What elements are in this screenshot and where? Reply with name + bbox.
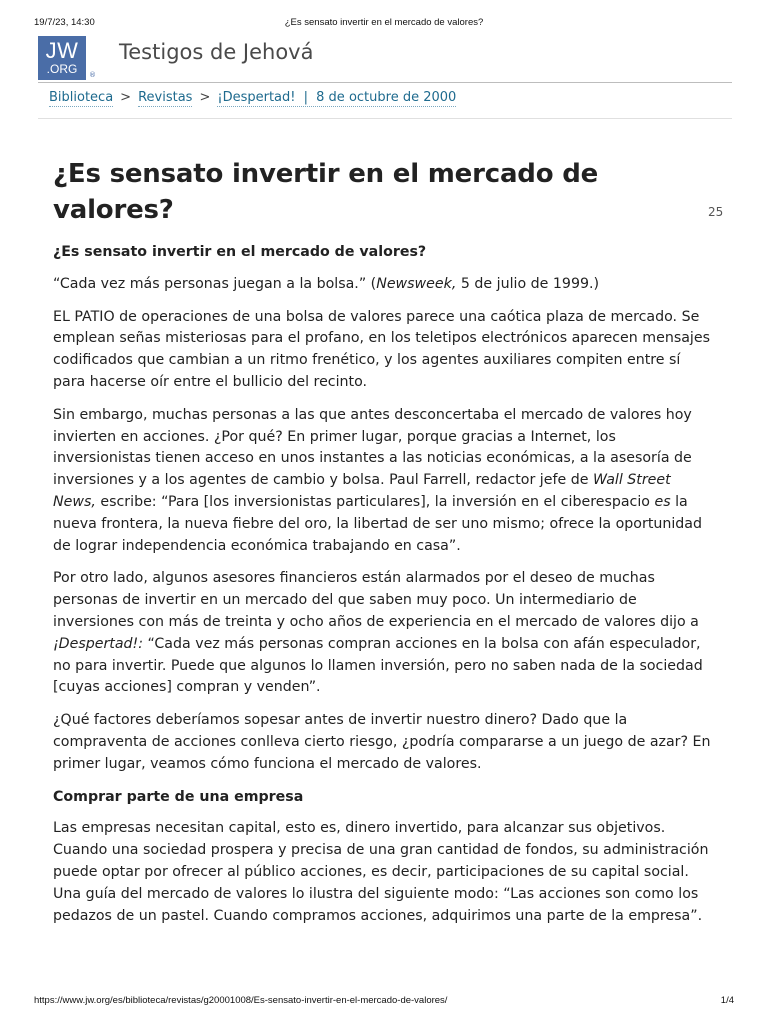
paragraph-4: ¿Qué factores deberíamos sopesar antes de invertir nuestro dinero? Dado que la compraventa de acciones conlleva cierto riesgo, ¿podría compararse a un juego de azar? En primer lugar, veamos cómo funciona el mercado de valores. [53,712,711,772]
print-page-title: ¿Es sensato invertir en el mercado de valores? [284,17,484,28]
print-page-count: 1/4 [720,995,734,1006]
site-header [38,36,732,83]
p2-text-e: la nueva frontera, la nueva fiebre del oro, la libertad de ser uno mismo; ofrece la oportunidad de lograr independencia económica trabajando en casa”. [53,493,703,554]
p3-text-a: Por otro lado, algunos asesores financieros están alarmados por el deseo de muchas personas de invertir en un mercado del que saben muy poco. Un intermediario de inversiones con más de treinta y ocho años de experiencia en el mercado de valores dijo a [53,570,699,630]
breadcrumb-revistas[interactable]: Revistas [138,90,193,105]
logo-line2: .ORG [46,62,78,76]
p3-magazine: ¡Despertad!: [53,635,144,652]
print-header [34,17,734,31]
breadcrumb [49,90,456,110]
article-title: ¿Es sensato invertir en el mercado de valores? [53,159,599,225]
quote-date: 5 de julio de 1999.) [456,275,600,292]
paragraph-2 [53,405,713,558]
p2-emphasis: es [654,493,671,510]
breadcrumb-date: 8 de octubre de 2000 [316,90,457,105]
print-datetime: 19/7/23, 14:30 [34,17,95,28]
paragraph-5: Las empresas necesitan capital, esto es, dinero invertido, para alcanzar sus objetivos. Cuando una sociedad prospera y precisa de una gran cantidad de fondos, su administración puede optar por ofrecer al público acciones, es decir, participaciones de su capital social. Una guía del mercado de valores lo ilustra del siguiente modo: “Las acciones son como los pedazos de un pastel. Cuando compramos acciones, adquirimos una parte de la empresa”. [53,820,709,924]
p3-text-c: “Cada vez más personas compran acciones en la bolsa con afán especulador, no para invertir. Puede que algunos lo llamen inversión, pero no saben nada de la sociedad [cuyas acciones] compran y venden”. [53,635,703,696]
registered-mark: ® [89,71,96,79]
article-subtitle: ¿Es sensato invertir en el mercado de valores? [53,244,427,260]
section-heading: Comprar parte de una empresa [53,788,304,805]
site-name-link[interactable]: Testigos de Jehová [119,40,314,64]
paragraph-1: EL PATIO de operaciones de una bolsa de valores parece una caótica plaza de mercado. Se emplean señas misteriosas para el profano, en los teletipos electrónicos aparecen mensajes codificados que cambian a un ritmo frenético, y los agentes auxiliares compiten entre sí para hacerse oír entre el bullicio del recinto. [53,308,710,390]
print-url: https://www.jw.org/es/biblioteca/revistas/g20001008/Es-sensato-invertir-en-el-mercado-de-valores/ [34,995,448,1006]
p2-text-c: escribe: “Para [los inversionistas particulares], la inversión en el ciberespacio [95,493,655,510]
quote-text: “Cada vez más personas juegan a la bolsa.” ( [53,275,377,292]
article-quote [53,274,713,296]
page-number: 25 [708,205,724,219]
breadcrumb-separator: > [120,90,132,105]
breadcrumb-separator: > [199,90,211,105]
breadcrumb-magazine: ¡Despertad! [217,90,296,105]
breadcrumb-divider-line [38,118,732,119]
paragraph-3 [53,568,713,699]
article [53,156,713,938]
breadcrumb-issue[interactable] [217,90,456,107]
p2-publication: Wall Street News, [53,472,671,510]
breadcrumb-biblioteca[interactable]: Biblioteca [49,90,114,105]
quote-source: Newsweek, [376,275,457,292]
jw-logo[interactable] [38,36,86,80]
breadcrumb-divider: | [303,90,309,105]
logo-line1: JW [45,38,79,63]
p2-text-a: Sin embargo, muchas personas a las que antes desconcertaba el mercado de valores hoy invierten en acciones. ¿Por qué? En primer lugar, porque gracias a Internet, los inversionistas tienen acceso en unos instantes a las noticias económicas, a la asesoría de inversiones y a los agentes de cambio y bolsa. Paul Farrell, redactor jefe de [53,406,692,489]
